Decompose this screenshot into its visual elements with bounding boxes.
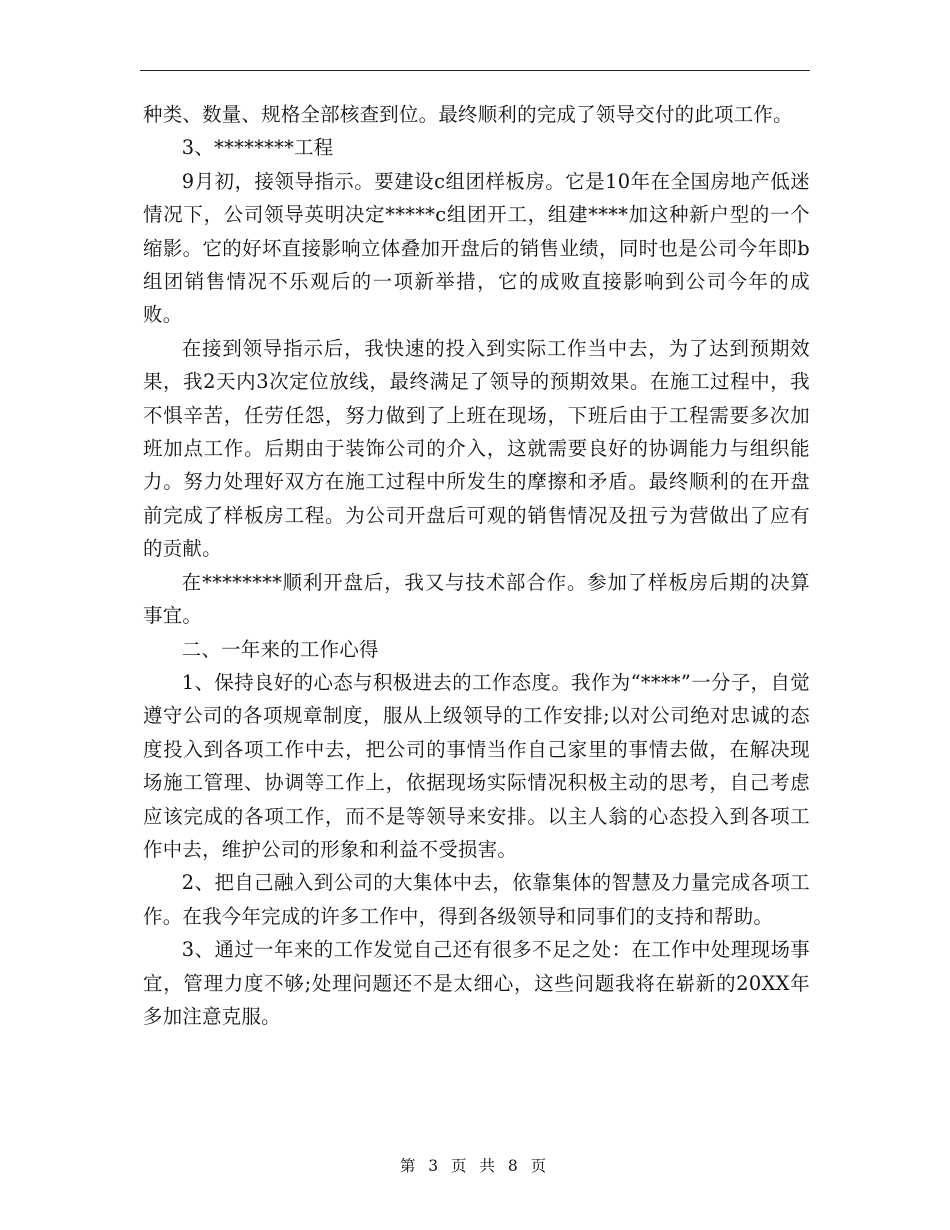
document-body — [143, 98, 810, 1033]
paragraph-1: 种类、数量、规格全部核查到位。最终顺利的完成了领导交付的此项工作。 — [143, 103, 793, 126]
paragraph-5: 在********顺利开盘后，我又与技术部合作。参加了样板房后期的决算事宜。 — [143, 570, 810, 628]
header-rule — [140, 70, 810, 71]
heading-project-3: 3、********工程 — [181, 136, 334, 160]
section-heading-2: 二、一年来的工作心得 — [181, 637, 379, 661]
paragraph-8: 2、把自己融入到公司的大集体中去，依靠集体的智慧及力量完成各项工作。在我今年完成的许多工作中，得到各级领导和同事们的支持和帮助。 — [143, 871, 810, 928]
paragraph-7: 1、保持良好的心态与积极进去的工作态度。我作为“****”一分子，自觉遵守公司的各项规章制度，服从上级领导的工作安排;以对公司绝对忠诚的态度投入到各项工作中去，把公司的事情当作自己家里的事情去做，在解决现场施工管理、协调等工作上，依据现场实际情况积极主动的思考，自己考虑应该完成的各项工作，而不是等领导来安排。以主人翁的心态投入到各项工作中去，维护公司的形象和利益不受损害。 — [143, 670, 810, 861]
paragraph-3: 9月初，接领导指示。要建设c组团样板房。它是10年在全国房地产低迷情况下，公司领导英明决定*****c组团开工，组建****加这种新户型的一个缩影。它的好坏直接影响立体叠加开盘后的销售业绩，同时也是公司今年即b组团销售情况不乐观后的一项新举措，它的成败直接影响到公司今年的成败。 — [143, 169, 810, 327]
page-number: 第 3 页 共 8 页 — [399, 1157, 551, 1175]
paragraph-4: 在接到领导指示后，我快速的投入到实际工作当中去，为了达到预期效果，我2天内3次定位放线，最终满足了领导的预期效果。在施工过程中，我不惧辛苦，任劳任怨，努力做到了上班在现场，下班后由于工程需要多次加班加点工作。后期由于装饰公司的介入，这就需要良好的协调能力与组织能力。努力处理好双方在施工过程中所发生的摩擦和矛盾。最终顺利的在开盘前完成了样板房工程。为公司开盘后可观的销售情况及扭亏为营做出了应有的贡献。 — [143, 336, 810, 561]
paragraph-9: 3、通过一年来的工作发觉自己还有很多不足之处：在工作中处理现场事宜，管理力度不够;处理问题还不是太细心，这些问题我将在崭新的20XX年多加注意克服。 — [143, 938, 810, 1028]
